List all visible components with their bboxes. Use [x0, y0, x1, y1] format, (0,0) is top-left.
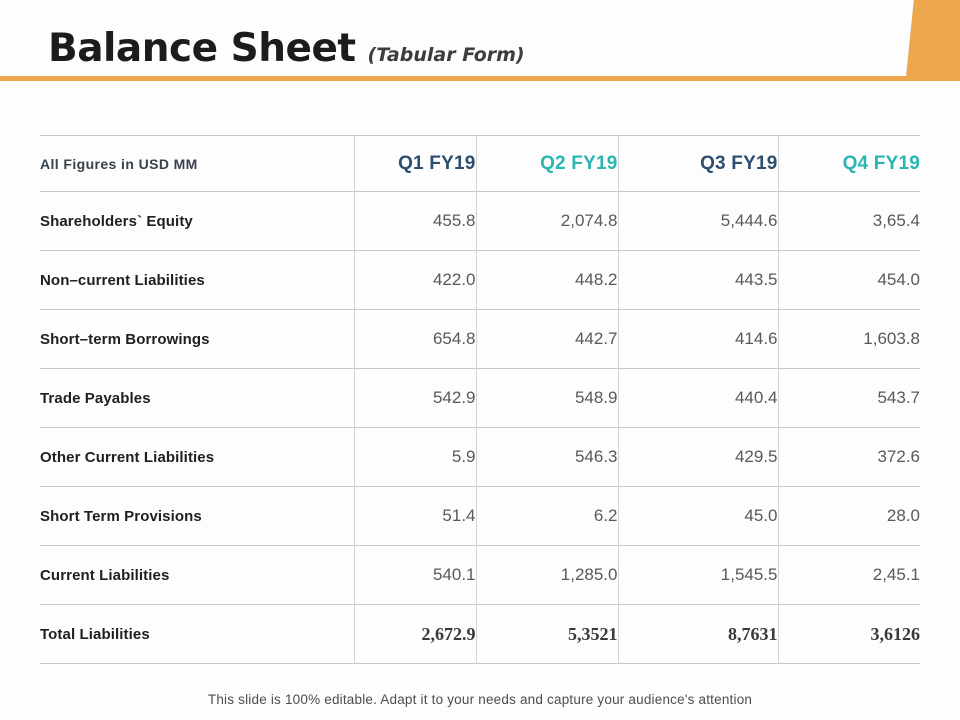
- value-cell: 443.5: [618, 251, 778, 310]
- table-row: [40, 310, 920, 369]
- row-label: Shareholders` Equity: [40, 192, 354, 251]
- value-cell: 422.0: [354, 251, 476, 310]
- value-cell: 440.4: [618, 369, 778, 428]
- value-cell: 372.6: [877, 447, 920, 466]
- table-header-row: [40, 136, 920, 192]
- value-cell: 51.4: [354, 487, 476, 546]
- value-cell: 540.1: [354, 546, 476, 605]
- row-label: Other Current Liabilities: [40, 428, 354, 487]
- value-cell: 543.7: [877, 388, 920, 407]
- page-subtitle: (Tabular Form): [367, 44, 525, 66]
- value-cell: 5,3521: [476, 605, 618, 664]
- row-label: Current Liabilities: [40, 546, 354, 605]
- value-cell: 3,65.4: [872, 211, 920, 230]
- value-cell: 8,7631: [618, 605, 778, 664]
- value-cell: 5,444.6: [618, 192, 778, 251]
- value-cell: 1,285.0: [476, 546, 618, 605]
- value-cell: 654.8: [354, 310, 476, 369]
- table-row: [40, 605, 920, 664]
- row-label: Short–term Borrowings: [40, 310, 354, 369]
- table-row: [40, 192, 920, 251]
- row-label: Short Term Provisions: [40, 487, 354, 546]
- value-cell: 1,545.5: [618, 546, 778, 605]
- value-cell: 2,672.9: [354, 605, 476, 664]
- balance-sheet-table: [40, 135, 920, 664]
- column-header: Q1 FY19: [354, 136, 476, 192]
- table-corner-label: All Figures in USD MM: [40, 136, 354, 192]
- value-cell: 2,45.1: [872, 565, 920, 584]
- value-cell: 5.9: [354, 428, 476, 487]
- value-cell: 429.5: [618, 428, 778, 487]
- value-cell: 442.7: [476, 310, 618, 369]
- value-cell: 448.2: [476, 251, 618, 310]
- column-header: Q2 FY19: [476, 136, 618, 192]
- row-label: Total Liabilities: [40, 605, 354, 664]
- value-cell: 548.9: [476, 369, 618, 428]
- balance-table-body: [40, 192, 920, 664]
- value-cell: 454.0: [877, 270, 920, 289]
- value-cell: 542.9: [354, 369, 476, 428]
- column-header: Q4 FY19: [842, 152, 920, 174]
- column-header: Q3 FY19: [618, 136, 778, 192]
- row-label: Non–current Liabilities: [40, 251, 354, 310]
- title-block: [48, 26, 525, 71]
- table-row: [40, 369, 920, 428]
- value-cell: 2,074.8: [476, 192, 618, 251]
- value-cell: 3,6126: [870, 623, 920, 644]
- page-title: Balance Sheet: [48, 26, 356, 71]
- row-label: Trade Payables: [40, 369, 354, 428]
- value-cell: 28.0: [886, 506, 920, 525]
- value-cell: 414.6: [618, 310, 778, 369]
- footer-note: This slide is 100% editable. Adapt it to your needs and capture your audience's attention: [207, 692, 753, 707]
- value-cell: 546.3: [476, 428, 618, 487]
- table-row: [40, 428, 920, 487]
- value-cell: 455.8: [354, 192, 476, 251]
- value-cell: 45.0: [618, 487, 778, 546]
- table-row: [40, 546, 920, 605]
- corner-accent-shape: [905, 0, 960, 76]
- accent-divider-line: [0, 76, 960, 81]
- value-cell: 1,603.8: [863, 329, 920, 348]
- table-row: [40, 487, 920, 546]
- table-row: [40, 251, 920, 310]
- value-cell: 6.2: [476, 487, 618, 546]
